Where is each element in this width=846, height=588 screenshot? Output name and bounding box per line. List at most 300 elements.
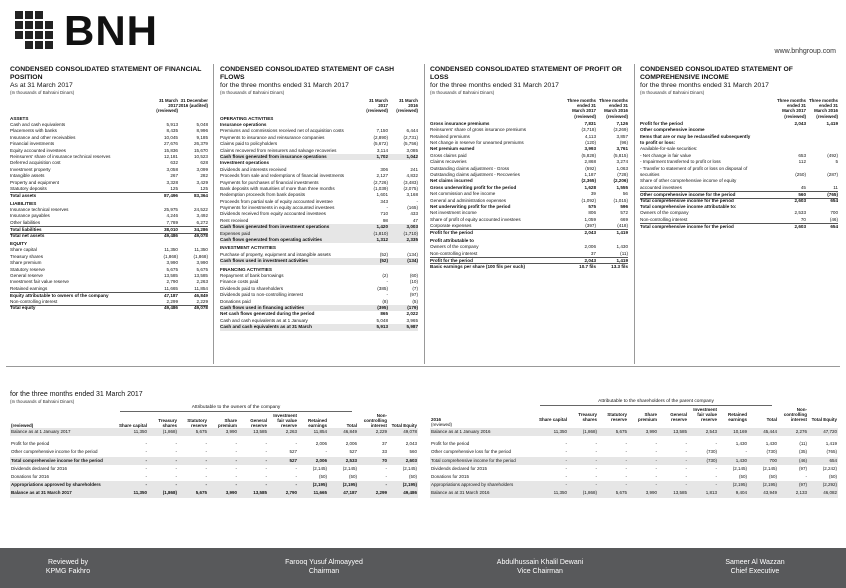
equity-column-header: Treasury shares bbox=[158, 418, 177, 428]
row-value-prior: (728) bbox=[617, 171, 628, 177]
row-value-current: 1,601 bbox=[376, 192, 388, 198]
equity-row bbox=[10, 473, 418, 481]
equity-cell: - bbox=[685, 465, 687, 471]
row-value-prior: (418) bbox=[617, 223, 628, 229]
equity-cell: 560 bbox=[409, 449, 417, 455]
equity-cell: 1,430 bbox=[765, 441, 777, 447]
row-label: Other comprehensive income for the period bbox=[640, 191, 736, 197]
equity-cell: - bbox=[265, 441, 267, 447]
equity-cell: - bbox=[295, 465, 297, 471]
equity-cell: - bbox=[295, 474, 297, 480]
row-label: Insurance technical reserves bbox=[10, 207, 69, 213]
row-value-prior: (165) bbox=[407, 205, 418, 211]
row-value-current: (1,092) bbox=[581, 197, 596, 203]
equity-row-label: Donations for 2015 bbox=[431, 474, 470, 480]
equity-row bbox=[430, 473, 838, 481]
row-value-current: 1,628 bbox=[584, 184, 596, 190]
equity-column-header: Retained earnings bbox=[727, 412, 747, 422]
row-value-prior: 8,996 bbox=[196, 128, 208, 134]
equity-row bbox=[430, 481, 838, 489]
statement-title: CONDENSED CONSOLIDATED STATEMENT OF PROFIT OR LOSS bbox=[430, 66, 622, 81]
statement-row bbox=[10, 286, 208, 292]
row-value-prior: 433 bbox=[410, 211, 418, 217]
row-value-prior: 3,003 bbox=[406, 224, 418, 230]
equity-column-header: Non-controlling interest bbox=[363, 413, 387, 428]
equity-column-header: Share capital bbox=[119, 423, 148, 428]
row-value-prior: 5,987 bbox=[406, 324, 418, 330]
equity-cell: 2,043 bbox=[405, 441, 417, 447]
equity-cell: - bbox=[148, 481, 178, 489]
row-value-prior: 4,832 bbox=[406, 173, 418, 179]
row-label: Total liabilities bbox=[10, 226, 42, 232]
equity-cell: (97) bbox=[778, 481, 808, 489]
row-value-prior: 26,379 bbox=[193, 141, 208, 147]
row-label: Statutory deposits bbox=[10, 185, 47, 191]
equity-cell: - bbox=[595, 441, 597, 447]
row-label: Non-controlling interest bbox=[10, 298, 58, 304]
row-label: Placements with banks bbox=[10, 128, 57, 134]
row-value-prior: 3,274 bbox=[616, 159, 628, 165]
equity-cell: (1,868) bbox=[568, 428, 598, 436]
row-label: INVESTMENT ACTIVITIES bbox=[220, 245, 276, 251]
equity-cell: (730) bbox=[766, 449, 777, 455]
equity-row bbox=[430, 428, 838, 436]
equity-cell: 2,006 bbox=[298, 457, 328, 465]
equity-cell: - bbox=[118, 457, 148, 465]
equity-cell: 3,990 bbox=[208, 489, 238, 497]
row-value-current: 343 bbox=[380, 198, 388, 204]
signature-name: Chairman bbox=[308, 568, 340, 575]
equity-cell: 527 bbox=[289, 449, 297, 455]
row-label: Property and equipment bbox=[10, 179, 60, 185]
row-label: Net premium earned bbox=[430, 146, 475, 152]
signatures-footer bbox=[0, 548, 846, 588]
row-value-prior: (60) bbox=[409, 272, 418, 278]
row-label: Total comprehensive income for the period bbox=[640, 198, 734, 203]
equity-column-header: Treasury shares bbox=[578, 412, 597, 422]
statement-subtitle: for the three months ended 31 March 2017 bbox=[220, 82, 349, 89]
row-value-current: 11,350 bbox=[164, 247, 178, 253]
equity-cell: 10,169 bbox=[718, 428, 748, 436]
row-label: Purchase of property, equipment and intangible assets bbox=[220, 251, 331, 257]
row-value-current: (250) bbox=[795, 171, 806, 177]
equity-cell: - bbox=[658, 457, 688, 465]
equity-row-label: Appropriations approved by shareholders bbox=[10, 481, 118, 489]
row-label: Rent received bbox=[220, 217, 249, 223]
row-label: Donations paid bbox=[220, 298, 251, 304]
equity-cell: - bbox=[148, 457, 178, 465]
row-label: Investment operations bbox=[220, 160, 270, 166]
row-value-prior: 34,286 bbox=[193, 226, 208, 232]
row-value-current: (395) bbox=[377, 304, 388, 310]
equity-row-label: Profit for the period bbox=[431, 441, 470, 447]
website-url[interactable]: www.bnhgroup.com bbox=[774, 48, 836, 55]
column-header: 31 March 2016 (reviewed) bbox=[396, 98, 418, 114]
row-label: LIABILITIES bbox=[10, 200, 37, 206]
row-label: Retained earnings bbox=[10, 285, 48, 291]
equity-cell: 2,006 bbox=[345, 441, 357, 447]
equity-row-label: Balance as at 1 January 2017 bbox=[10, 428, 118, 436]
equity-column-header: Share premium bbox=[637, 412, 657, 422]
row-label: Proceeds from sale and redemptions of financial investments bbox=[220, 173, 345, 179]
row-value-prior: 596 bbox=[620, 203, 628, 209]
row-value-current: - bbox=[386, 279, 388, 285]
row-value-current: 70 bbox=[800, 216, 806, 222]
statement-units: (In thousands of Bahraini Dinars) bbox=[640, 90, 705, 95]
equity-cell: (2,195) bbox=[718, 481, 748, 489]
row-label: Insurance payables bbox=[10, 213, 50, 219]
row-value-prior: 2,022 bbox=[406, 311, 418, 317]
equity-cell: 9,404 bbox=[718, 489, 748, 497]
equity-cell: 527 bbox=[349, 449, 357, 455]
equity-cell: (2,145) bbox=[312, 465, 327, 471]
equity-cell: - bbox=[655, 441, 657, 447]
equity-cell: - bbox=[568, 457, 598, 465]
row-label: Statutory reserve bbox=[10, 266, 45, 272]
row-value-prior: 700 bbox=[830, 210, 838, 216]
signature-block bbox=[460, 558, 620, 576]
equity-cell: - bbox=[385, 474, 387, 480]
row-value-prior: 49,078 bbox=[193, 233, 208, 239]
row-value-current: 98 bbox=[382, 217, 388, 223]
row-label: Outstanding claims adjustment - Gross bbox=[430, 165, 510, 171]
statement-row bbox=[640, 191, 838, 197]
equity-cell: 2,299 bbox=[358, 489, 388, 497]
row-value-current: 7,150 bbox=[376, 128, 388, 134]
equity-cell: 2,276 bbox=[778, 428, 808, 436]
statement-row bbox=[10, 220, 208, 226]
equity-cell: 1,813 bbox=[688, 489, 718, 497]
equity-cell: - bbox=[655, 465, 657, 471]
signature-block bbox=[244, 558, 404, 576]
column-header: Three months ended 31 March 2017 (reviewed) bbox=[776, 98, 806, 119]
row-value-prior: (2,731) bbox=[403, 134, 418, 140]
row-value-current: 27,676 bbox=[163, 141, 178, 147]
statement-row bbox=[430, 257, 628, 263]
row-value-current: 7,789 bbox=[166, 219, 178, 225]
row-value-prior: 83,364 bbox=[193, 192, 208, 198]
row-label: Investment property bbox=[10, 166, 51, 172]
row-value-prior: 5 bbox=[835, 159, 838, 165]
changes-in-equity-2017 bbox=[10, 391, 418, 498]
row-label: Total comprehensive income for the period bbox=[640, 223, 734, 229]
row-value-current: 575 bbox=[588, 203, 596, 209]
row-label: Other comprehensive income bbox=[640, 127, 705, 133]
equity-row-label: Balance as at 31 March 2016 bbox=[430, 489, 538, 497]
row-value-current: 3,328 bbox=[166, 179, 178, 185]
row-value-prior: 49,078 bbox=[193, 305, 208, 311]
row-value-current: 2,868 bbox=[584, 159, 596, 165]
equity-cell: (2,195) bbox=[388, 481, 418, 489]
row-value-current: 2,043 bbox=[794, 120, 806, 126]
equity-cell: - bbox=[628, 457, 658, 465]
row-label: Basic earnings per share (100 fils per such) bbox=[430, 263, 525, 269]
equity-cell: - bbox=[175, 465, 177, 471]
column-headers bbox=[10, 98, 208, 114]
equity-column-header: Investment fair value reserve bbox=[273, 413, 297, 428]
row-value-current: 47,187 bbox=[163, 292, 178, 298]
equity-row bbox=[10, 440, 418, 448]
equity-cell: (50) bbox=[408, 474, 417, 480]
row-value-prior: (96) bbox=[619, 139, 628, 145]
row-value-current: 38,010 bbox=[163, 226, 178, 232]
row-label: Insurance operations bbox=[220, 122, 267, 127]
row-label: Available-for-sale securities: bbox=[640, 146, 698, 152]
equity-cell: (2,145) bbox=[342, 465, 357, 471]
row-value-prior: 6,272 bbox=[196, 219, 208, 225]
equity-cell: - bbox=[178, 481, 208, 489]
equity-column-header: Total bbox=[346, 423, 357, 428]
equity-sub-label: (reviewed) bbox=[431, 422, 453, 427]
equity-cell: (1,868) bbox=[148, 428, 178, 436]
row-label: Retained premiums bbox=[430, 133, 470, 139]
equity-cell: - bbox=[205, 441, 207, 447]
row-value-current: (2,365) bbox=[581, 178, 596, 184]
equity-cell: 2,543 bbox=[688, 428, 718, 436]
row-value-current: 4,113 bbox=[584, 133, 596, 139]
signature-line: Abdulhussain Khalil Dewani bbox=[496, 559, 584, 566]
equity-cell: - bbox=[178, 457, 208, 465]
equity-cell: 47,720 bbox=[808, 428, 838, 436]
row-value-current: 15,836 bbox=[163, 147, 178, 153]
equity-cell: 46,082 bbox=[808, 489, 838, 497]
statement-row bbox=[640, 185, 838, 191]
statement-rows bbox=[10, 116, 208, 312]
row-value-current: (1,810) bbox=[373, 230, 388, 236]
equity-cell: 1,430 bbox=[735, 441, 747, 447]
bnh-logo-icon bbox=[14, 10, 56, 52]
statement-row bbox=[430, 223, 628, 229]
attribution-header: Attributable to the owners of the company bbox=[120, 405, 352, 412]
comprehensive-income-statement bbox=[640, 66, 838, 229]
equity-row bbox=[10, 448, 418, 456]
equity-cell: 70 bbox=[358, 457, 388, 465]
equity-cell: (11) bbox=[799, 441, 807, 447]
row-value-prior: 1,430 bbox=[616, 244, 628, 250]
row-label: Total equity bbox=[10, 305, 36, 311]
equity-cell: (2,242) bbox=[822, 465, 837, 471]
equity-cell: 1,430 bbox=[718, 457, 748, 465]
equity-cell: 2,133 bbox=[778, 489, 808, 497]
row-value-current: 1,420 bbox=[376, 224, 388, 230]
column-header: 31 March 2017 (reviewed) bbox=[366, 98, 388, 114]
equity-cell: (50) bbox=[348, 474, 357, 480]
column-divider bbox=[424, 64, 425, 364]
equity-cell: - bbox=[685, 474, 687, 480]
column-divider bbox=[634, 64, 635, 364]
row-value-prior: 3,857 bbox=[616, 133, 628, 139]
cash-flows-statement bbox=[220, 66, 418, 331]
equity-header-row bbox=[430, 407, 838, 422]
row-value-prior: 1,419 bbox=[616, 229, 628, 235]
row-value-current: 2,043 bbox=[584, 229, 596, 235]
statement-row bbox=[10, 233, 208, 239]
equity-cell: 3,990 bbox=[208, 428, 238, 436]
equity-column-header: Retained earnings bbox=[307, 418, 327, 428]
column-header: 31 March 2017 (reviewed) bbox=[156, 98, 178, 114]
row-label: Net claims incurred bbox=[430, 178, 473, 184]
statement-row bbox=[10, 299, 208, 305]
row-label: Corporate expenses bbox=[430, 223, 472, 229]
row-value-prior: 3,429 bbox=[196, 179, 208, 185]
row-value-current: (592) bbox=[585, 165, 596, 171]
row-value-current: 5,913 bbox=[166, 122, 178, 127]
row-label: Finance costs paid bbox=[220, 279, 259, 285]
row-value-current: 1,312 bbox=[376, 237, 388, 243]
equity-cell: (50) bbox=[828, 474, 837, 480]
equity-cell: (2,145) bbox=[732, 465, 747, 471]
equity-cell: - bbox=[745, 449, 747, 455]
equity-cell: - bbox=[118, 481, 148, 489]
equity-cell: - bbox=[595, 465, 597, 471]
row-value-current: 125 bbox=[170, 185, 178, 191]
equity-row-label: Donations for 2016 bbox=[11, 474, 50, 480]
statement-row bbox=[430, 263, 628, 269]
row-value-prior: (11) bbox=[620, 250, 628, 256]
equity-cell: - bbox=[235, 441, 237, 447]
signature-line: Sameer Al Wazzan bbox=[725, 559, 785, 566]
row-label: Cash flows used in financing activities bbox=[220, 304, 305, 310]
signature-block bbox=[0, 558, 148, 576]
equity-cell: 13,585 bbox=[658, 489, 688, 497]
statement-subtitle: As at 31 March 2017 bbox=[10, 82, 73, 89]
row-value-prior: 15,670 bbox=[193, 147, 208, 153]
equity-cell: 11,350 bbox=[538, 489, 568, 497]
row-label: Total comprehensive income attributable to: bbox=[640, 203, 737, 209]
row-label: Insurance and other receivables bbox=[10, 134, 76, 140]
row-value-prior: 654 bbox=[830, 198, 838, 203]
row-value-prior: - bbox=[416, 198, 418, 204]
statement-units: (In thousands of Bahraini Dinars) bbox=[10, 90, 75, 95]
row-value-prior: 13.3 fils bbox=[611, 263, 628, 269]
equity-cell: 49,078 bbox=[388, 428, 418, 436]
equity-row-label: Balance as at 31 March 2017 bbox=[10, 489, 118, 497]
statement-title: CONDENSED CONSOLIDATED STATEMENT OF FINANCIAL POSITION bbox=[10, 66, 202, 81]
equity-column-header: Total Equity bbox=[391, 423, 417, 428]
row-label: - Impairment transferred to profit or loss bbox=[640, 159, 721, 165]
row-label: Equity accounted investees bbox=[10, 147, 66, 153]
row-value-prior: (10) bbox=[409, 279, 418, 285]
column-header: Three months ended 31 March 2017 (reviewed) bbox=[566, 98, 596, 119]
equity-table bbox=[10, 413, 418, 498]
row-value-prior: 3,492 bbox=[196, 213, 208, 219]
equity-cell: - bbox=[265, 474, 267, 480]
equity-cell: - bbox=[625, 474, 627, 480]
equity-cell: - bbox=[175, 474, 177, 480]
equity-cell: (50) bbox=[318, 474, 327, 480]
row-value-current: (8) bbox=[382, 298, 388, 304]
equity-cell: - bbox=[715, 441, 717, 447]
row-value-prior: 282 bbox=[200, 173, 208, 179]
equity-table bbox=[430, 407, 838, 498]
row-value-prior: 572 bbox=[620, 210, 628, 216]
row-label: ASSETS bbox=[10, 115, 29, 121]
equity-cell: (1,868) bbox=[148, 489, 178, 497]
row-value-current: - bbox=[386, 205, 388, 211]
row-value-prior: 46,849 bbox=[193, 292, 208, 298]
row-value-prior: (1,868) bbox=[193, 253, 208, 259]
equity-row bbox=[10, 465, 418, 473]
row-value-current: 49,486 bbox=[163, 233, 178, 239]
row-label: Financial investments bbox=[10, 141, 55, 147]
row-label: Investment fair value reserve bbox=[10, 279, 69, 285]
equity-row bbox=[430, 489, 838, 497]
row-value-current: (1,039) bbox=[373, 185, 388, 191]
equity-cell: - bbox=[598, 457, 628, 465]
equity-cell: - bbox=[175, 449, 177, 455]
equity-cell: 527 bbox=[268, 457, 298, 465]
statement-row bbox=[220, 324, 418, 330]
row-label: Cash flows generated from operating activities bbox=[220, 237, 323, 243]
equity-cell: (35) bbox=[798, 449, 807, 455]
column-headers bbox=[220, 98, 418, 114]
equity-cell: - bbox=[685, 449, 687, 455]
row-label: Claims recoveries bbox=[430, 159, 467, 165]
equity-cell: (730) bbox=[706, 449, 717, 455]
row-value-prior: (5) bbox=[412, 298, 418, 304]
row-label: Outstanding claims adjustment - Recoveries bbox=[430, 171, 520, 177]
column-divider bbox=[213, 64, 214, 364]
row-value-prior: (3,269) bbox=[613, 127, 628, 133]
equity-row-label: Total comprehensive income for the period bbox=[10, 457, 118, 465]
signature-line: Reviewed by bbox=[47, 559, 89, 566]
equity-row-label: Profit for the period bbox=[11, 441, 50, 447]
statement-row bbox=[640, 223, 838, 229]
row-value-current: 1,187 bbox=[584, 171, 596, 177]
equity-cell: - bbox=[625, 441, 627, 447]
signature-name: KPMG Fakhro bbox=[45, 568, 91, 575]
equity-cell: - bbox=[565, 465, 567, 471]
row-value-current: 306 bbox=[380, 166, 388, 172]
row-value-current: (2,890) bbox=[373, 134, 388, 140]
row-label: Claims recovered from reinsurers and salvage recoveries bbox=[220, 147, 337, 153]
row-value-current: 25,975 bbox=[163, 207, 178, 213]
row-label: Intangible assets bbox=[10, 173, 45, 179]
row-value-current: 87,496 bbox=[163, 192, 178, 198]
equity-cell: - bbox=[145, 465, 147, 471]
statement-units: (In thousands of Bahraini Dinars) bbox=[430, 90, 495, 95]
row-value-current: 5,675 bbox=[166, 266, 178, 272]
equity-column-header: Non-controlling interest bbox=[783, 407, 807, 422]
equity-cell: - bbox=[658, 481, 688, 489]
row-value-current: 5,913 bbox=[376, 324, 388, 330]
row-label: Net change in reserve for unearned premiums bbox=[430, 139, 524, 145]
row-label: Payments for purchases of financial investments bbox=[220, 179, 319, 185]
equity-row bbox=[430, 465, 838, 473]
row-label: Equity attributable to owners of the company bbox=[10, 292, 109, 298]
row-label: Total assets bbox=[10, 192, 37, 198]
row-label: Share premium bbox=[10, 260, 42, 266]
equity-cell: (765) bbox=[826, 449, 837, 455]
row-label: Net investment income bbox=[430, 210, 477, 216]
row-label: Owners of the company bbox=[430, 244, 479, 250]
row-value-current: (2) bbox=[382, 272, 388, 278]
row-value-prior: 1,419 bbox=[616, 257, 628, 263]
equity-cell: - bbox=[265, 465, 267, 471]
row-value-current: 2,299 bbox=[166, 298, 178, 304]
equity-cell: - bbox=[238, 457, 268, 465]
equity-cell: 11,350 bbox=[118, 489, 148, 497]
equity-cell: 45,444 bbox=[748, 428, 778, 436]
equity-cell: - bbox=[655, 474, 657, 480]
equity-row bbox=[10, 481, 418, 489]
row-label: Cash and cash equivalents bbox=[10, 122, 66, 127]
equity-cell: - bbox=[655, 449, 657, 455]
row-value-current: 4,246 bbox=[166, 213, 178, 219]
equity-cell: - bbox=[385, 465, 387, 471]
row-value-prior: 3,085 bbox=[406, 147, 418, 153]
statement-row bbox=[640, 217, 838, 223]
